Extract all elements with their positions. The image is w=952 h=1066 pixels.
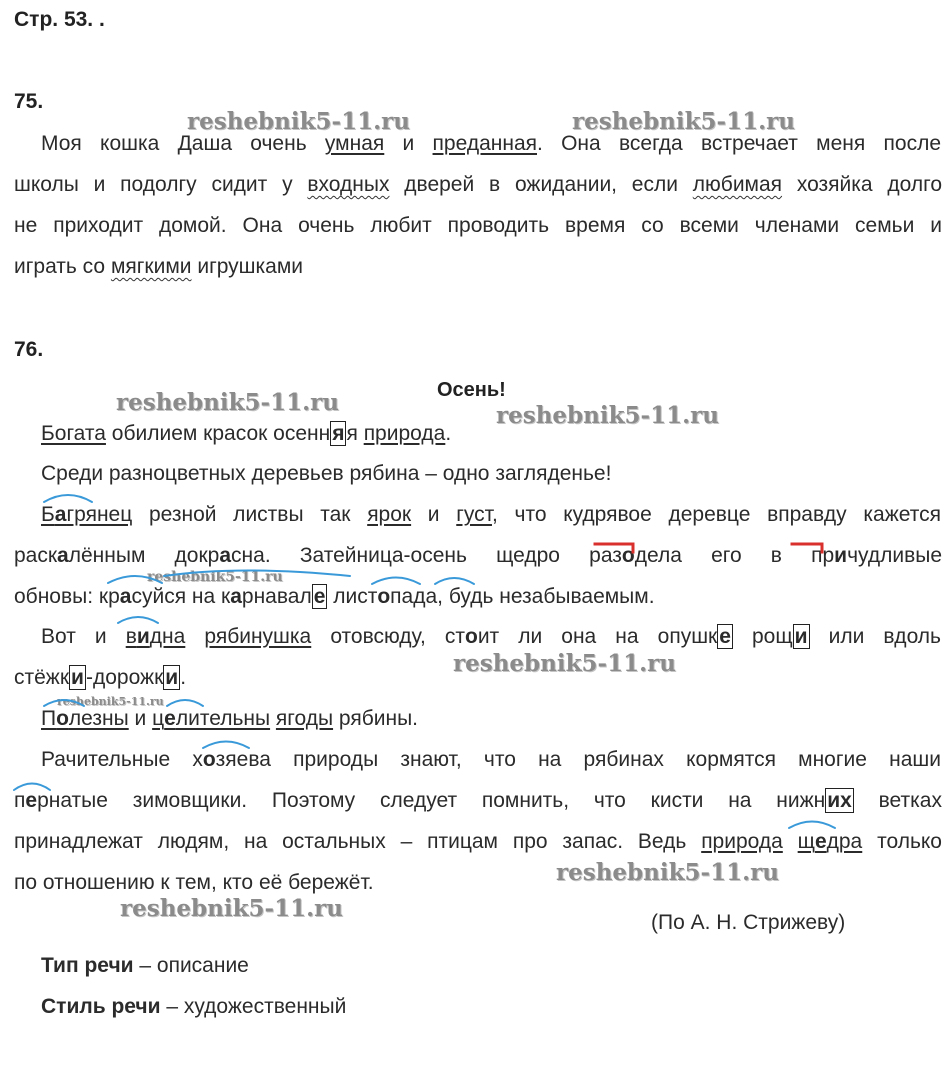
watermark: reshebnik5-11.ru	[147, 569, 283, 585]
speech-style: Стиль речи – художественный	[41, 995, 347, 1018]
page-number: Стр. 53. .	[14, 8, 105, 31]
ex76-line-11: принадлежат людям, на остальных – птицам про запас. Ведь природа щедра только	[14, 830, 942, 853]
watermark: reshebnik5-11.ru	[496, 402, 719, 429]
watermark: reshebnik5-11.ru	[116, 389, 339, 416]
ex76-line-1: Богата обилием красок осенняя природа.	[41, 422, 452, 445]
watermark: reshebnik5-11.ru	[120, 895, 343, 922]
ex76-line-4: раскалённым докрасна. Затейница-осень щедро разодела его в причудливые	[14, 544, 943, 567]
ex76-line-8: Полезны и целительны ягоды рябины.	[41, 707, 418, 730]
ex76-line-6: Вот и видна рябинушка отовсюду, стоит ли она на опушке рощи или вдоль	[41, 625, 941, 648]
ex76-line-9: Рачительные хозяева природы знают, что на рябинах кормятся многие наши	[41, 748, 941, 771]
ex75-line-1: Моя кошка Даша очень умная и преданная. Она всегда встречает меня после	[41, 132, 941, 155]
ex76-line-2: Среди разноцветных деревьев рябина – одно загляденье!	[41, 462, 612, 485]
ex75-line-2: школы и подолгу сидит у входных дверей в ожидании, если любимая хозяйка долго	[14, 173, 942, 196]
watermark: reshebnik5-11.ru	[556, 859, 779, 886]
watermark: reshebnik5-11.ru	[187, 108, 410, 135]
ex76-line-10: пернатые зимовщики. Поэтому следует помнить, что кисти на нижних ветках	[14, 789, 942, 812]
watermark: reshebnik5-11.ru	[453, 650, 676, 677]
ex76-line-7: стёжки-дорожки.	[14, 666, 187, 689]
watermark: reshebnik5-11.ru	[57, 695, 164, 708]
ex76-line-3: Багрянец резной листвы так ярок и густ, что кудрявое деревце вправду кажется	[41, 503, 941, 526]
ex75-line-3: не приходит домой. Она очень любит проводить время со всеми членами семьи и	[14, 214, 942, 237]
watermark: reshebnik5-11.ru	[572, 108, 795, 135]
exercise-76-number: 76.	[14, 338, 44, 361]
speech-type: Тип речи – описание	[41, 954, 249, 977]
text-title: Осень!	[437, 379, 506, 401]
ex75-line-4: играть со мягкими игрушками	[14, 255, 304, 278]
ex76-line-12: по отношению к тем, кто её бережёт.	[14, 871, 374, 894]
text-source: (По А. Н. Стрижеву)	[651, 911, 846, 934]
ex76-line-5: обновы: красуйся на карнавале листопада, будь незабываемым.	[14, 585, 655, 608]
exercise-75-number: 75.	[14, 90, 44, 113]
